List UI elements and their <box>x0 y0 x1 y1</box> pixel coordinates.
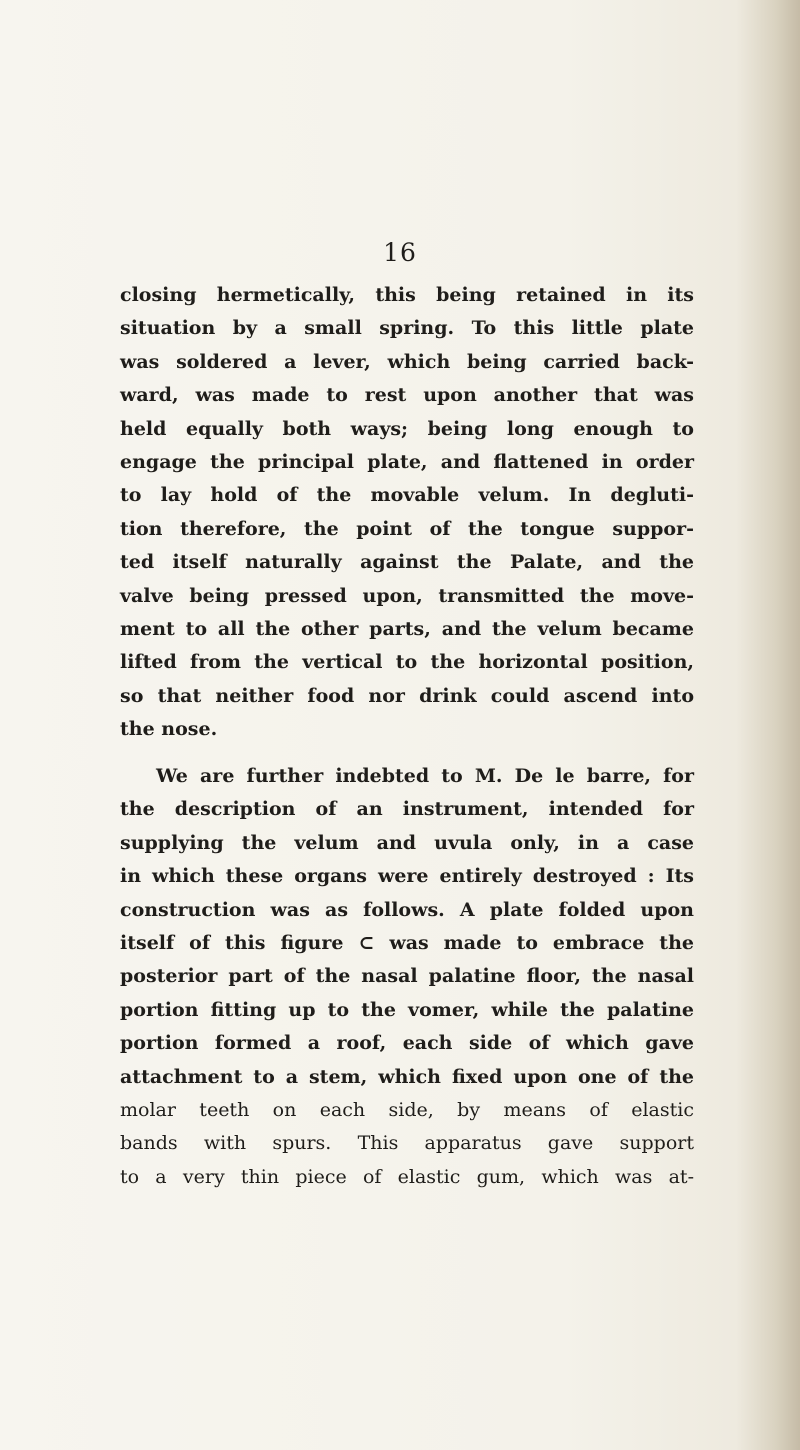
text-line: construction was as follows. A plate folded upon <box>120 898 694 921</box>
text-line: ment to all the other parts, and the velum became <box>120 618 694 641</box>
text-line: to lay hold of the movable velum. In degluti- <box>120 484 694 507</box>
text-line: so that neither food nor drink could ascend into <box>120 684 694 707</box>
paragraph-2 <box>120 760 694 1194</box>
text-line: lifted from the vertical to the horizontal position, <box>120 651 694 674</box>
text-line: posterior part of the nasal palatine floor, the nasal <box>120 965 694 988</box>
text-line: in which these organs were entirely destroyed : Its <box>120 865 694 888</box>
text-line: was soldered a lever, which being carried back- <box>120 350 694 373</box>
text-line: portion formed a roof, each side of which gave <box>120 1032 694 1055</box>
text-line: We are further indebted to M. De le barre, for <box>156 765 694 787</box>
text-line: ted itself naturally against the Palate, and the <box>120 551 694 574</box>
text-line: to a very thin piece of elastic gum, which was at- <box>120 1165 694 1188</box>
text-line: ward, was made to rest upon another that was <box>120 384 694 407</box>
text-line: the description of an instrument, intended for <box>120 798 694 821</box>
text-line: attachment to a stem, which fixed upon one of the <box>120 1065 694 1088</box>
text-line: valve being pressed upon, transmitted the move- <box>120 584 694 607</box>
text-line: bands with spurs. This apparatus gave support <box>120 1132 694 1155</box>
text-line: itself of this figure ⊂ was made to embrace the <box>120 932 694 955</box>
text-line: portion fitting up to the vomer, while the palatine <box>120 998 694 1021</box>
text-line: the nose. <box>120 718 218 741</box>
text-line: tion therefore, the point of the tongue suppor- <box>120 517 694 540</box>
paragraph-1 <box>120 279 694 747</box>
text-line: closing hermetically, this being retained in its <box>120 284 694 306</box>
text-line: held equally both ways; being long enough to <box>120 417 694 440</box>
text-line: engage the principal plate, and flattened in order <box>120 451 694 474</box>
text-line: situation by a small spring. To this little plate <box>120 317 694 340</box>
page-number: 16 <box>383 238 417 267</box>
text-line: supplying the velum and uvula only, in a case <box>120 831 694 854</box>
text-line: molar teeth on each side, by means of elastic <box>120 1099 694 1122</box>
